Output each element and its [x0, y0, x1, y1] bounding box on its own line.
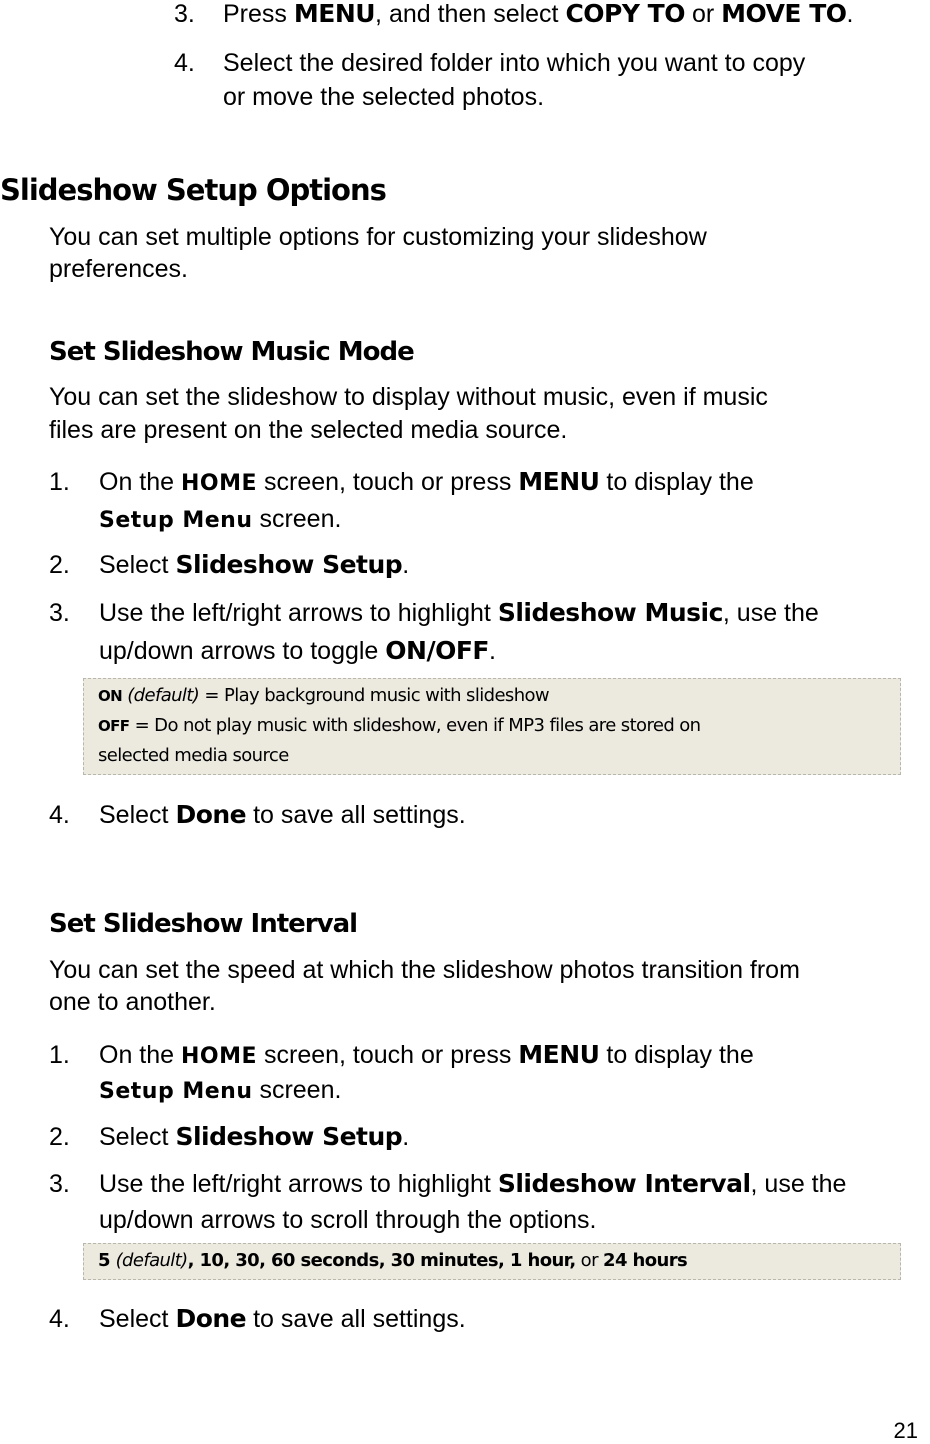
top-step-3: Press MENU, and then select COPY TO or MOVE TO. [223, 0, 854, 28]
music-options-note [83, 678, 901, 775]
section-intro-line2: preferences. [49, 255, 188, 283]
step-number: 1. [49, 1041, 70, 1069]
interval-options-note [83, 1243, 901, 1280]
interval-title: Set Slideshow Interval [49, 909, 358, 939]
music-step-4: Select Done to save all settings. [99, 800, 466, 829]
interval-step-1-line2: Setup Menu screen. [99, 1076, 342, 1104]
note-off-line2: selected media source [98, 745, 289, 766]
note-on-line: ON (default) = Play background music with slideshow [98, 685, 550, 706]
music-intro-line1: You can set the slideshow to display without music, even if music [49, 383, 768, 411]
step-number: 4. [174, 49, 195, 77]
interval-step-3-line2: up/down arrows to scroll through the options. [99, 1206, 597, 1234]
step-number: 1. [49, 468, 70, 496]
step-number: 4. [49, 801, 70, 829]
interval-step-4: Select Done to save all settings. [99, 1304, 466, 1333]
top-step-4-line1: Select the desired folder into which you want to copy [223, 49, 806, 77]
music-step-1-line2: Setup Menu screen. [99, 505, 342, 533]
section-intro-line1: You can set multiple options for customizing your slideshow [49, 223, 707, 251]
music-title: Set Slideshow Music Mode [49, 337, 414, 367]
music-step-3-line2: up/down arrows to toggle ON/OFF. [99, 636, 496, 665]
interval-intro-line1: You can set the speed at which the slideshow photos transition from [49, 956, 800, 984]
step-number: 3. [49, 1170, 70, 1198]
music-step-3: Use the left/right arrows to highlight Slideshow Music, use the [99, 598, 819, 627]
step-number: 2. [49, 551, 70, 579]
note-off-line: OFF = Do not play music with slideshow, even if MP3 files are stored on [98, 715, 701, 736]
step-number: 3. [174, 0, 195, 28]
step-number: 4. [49, 1305, 70, 1333]
top-step-4-line2: or move the selected photos. [223, 83, 545, 111]
note-interval-values: 5 (default), 10, 30, 60 seconds, 30 minutes, 1 hour, or 24 hours [98, 1250, 688, 1271]
section-title: Slideshow Setup Options [0, 173, 386, 207]
music-step-2: Select Slideshow Setup. [99, 550, 410, 579]
step-number: 3. [49, 599, 70, 627]
music-intro-line2: files are present on the selected media source. [49, 416, 568, 444]
step-number: 2. [49, 1123, 70, 1151]
page-number: 21 [893, 1418, 918, 1443]
interval-intro-line2: one to another. [49, 988, 216, 1016]
interval-step-1: On the HOME screen, touch or press MENU to display the [99, 1040, 754, 1069]
interval-step-2: Select Slideshow Setup. [99, 1122, 410, 1151]
music-step-1: On the HOME screen, touch or press MENU to display the [99, 467, 754, 496]
interval-step-3: Use the left/right arrows to highlight Slideshow Interval, use the [99, 1169, 847, 1198]
